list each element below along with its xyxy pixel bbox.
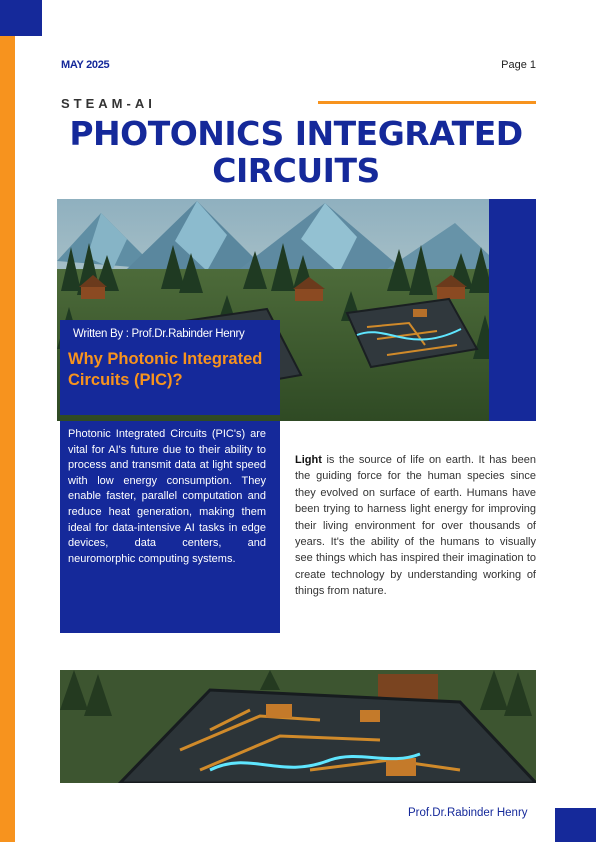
section-kicker: STEAM-AI	[61, 96, 156, 111]
author-byline: Written By : Prof.Dr.Rabinder Henry	[73, 328, 245, 340]
title-line-1: PHOTONICS INTEGRATED	[69, 114, 523, 153]
footer-block	[555, 808, 596, 842]
sidebar-heading: Why Photonic Integrated Circuits (PIC)?	[68, 350, 263, 389]
body-text: is the source of life on earth. It has been the guiding force for the human species since they evolved on surface of earth. Humans have been trying to harness light energy for improving their living environment for over thousands of years. It's the ability of the humans to visually see things which has inspired their imagination to create technology by understanding working of things from nature.	[295, 454, 536, 598]
body-paragraph	[295, 452, 536, 600]
lead-word: Light	[295, 454, 322, 466]
footer-author: Prof.Dr.Rabinder Henry	[408, 807, 528, 819]
hero-side-bar	[489, 199, 536, 421]
page-number: Page 1	[501, 59, 536, 71]
issue-date: MAY 2025	[61, 59, 110, 71]
kicker-divider	[318, 101, 536, 104]
intro-paragraph: Photonic Integrated Circuits (PIC's) are vital for AI's future due to their ability to process and transmit data at light speed with low energy consumption. They enable faster, parallel computation and reduce heat generation, making them ideal for data-intensive AI tasks in edge devices, data centers, and neuromorphic computing systems.	[68, 428, 266, 565]
side-accent-strip	[0, 36, 15, 842]
title-line-2: CIRCUITS	[212, 151, 380, 190]
corner-block	[0, 0, 42, 36]
page-title	[40, 115, 552, 189]
chip-closeup-illustration	[60, 670, 536, 783]
